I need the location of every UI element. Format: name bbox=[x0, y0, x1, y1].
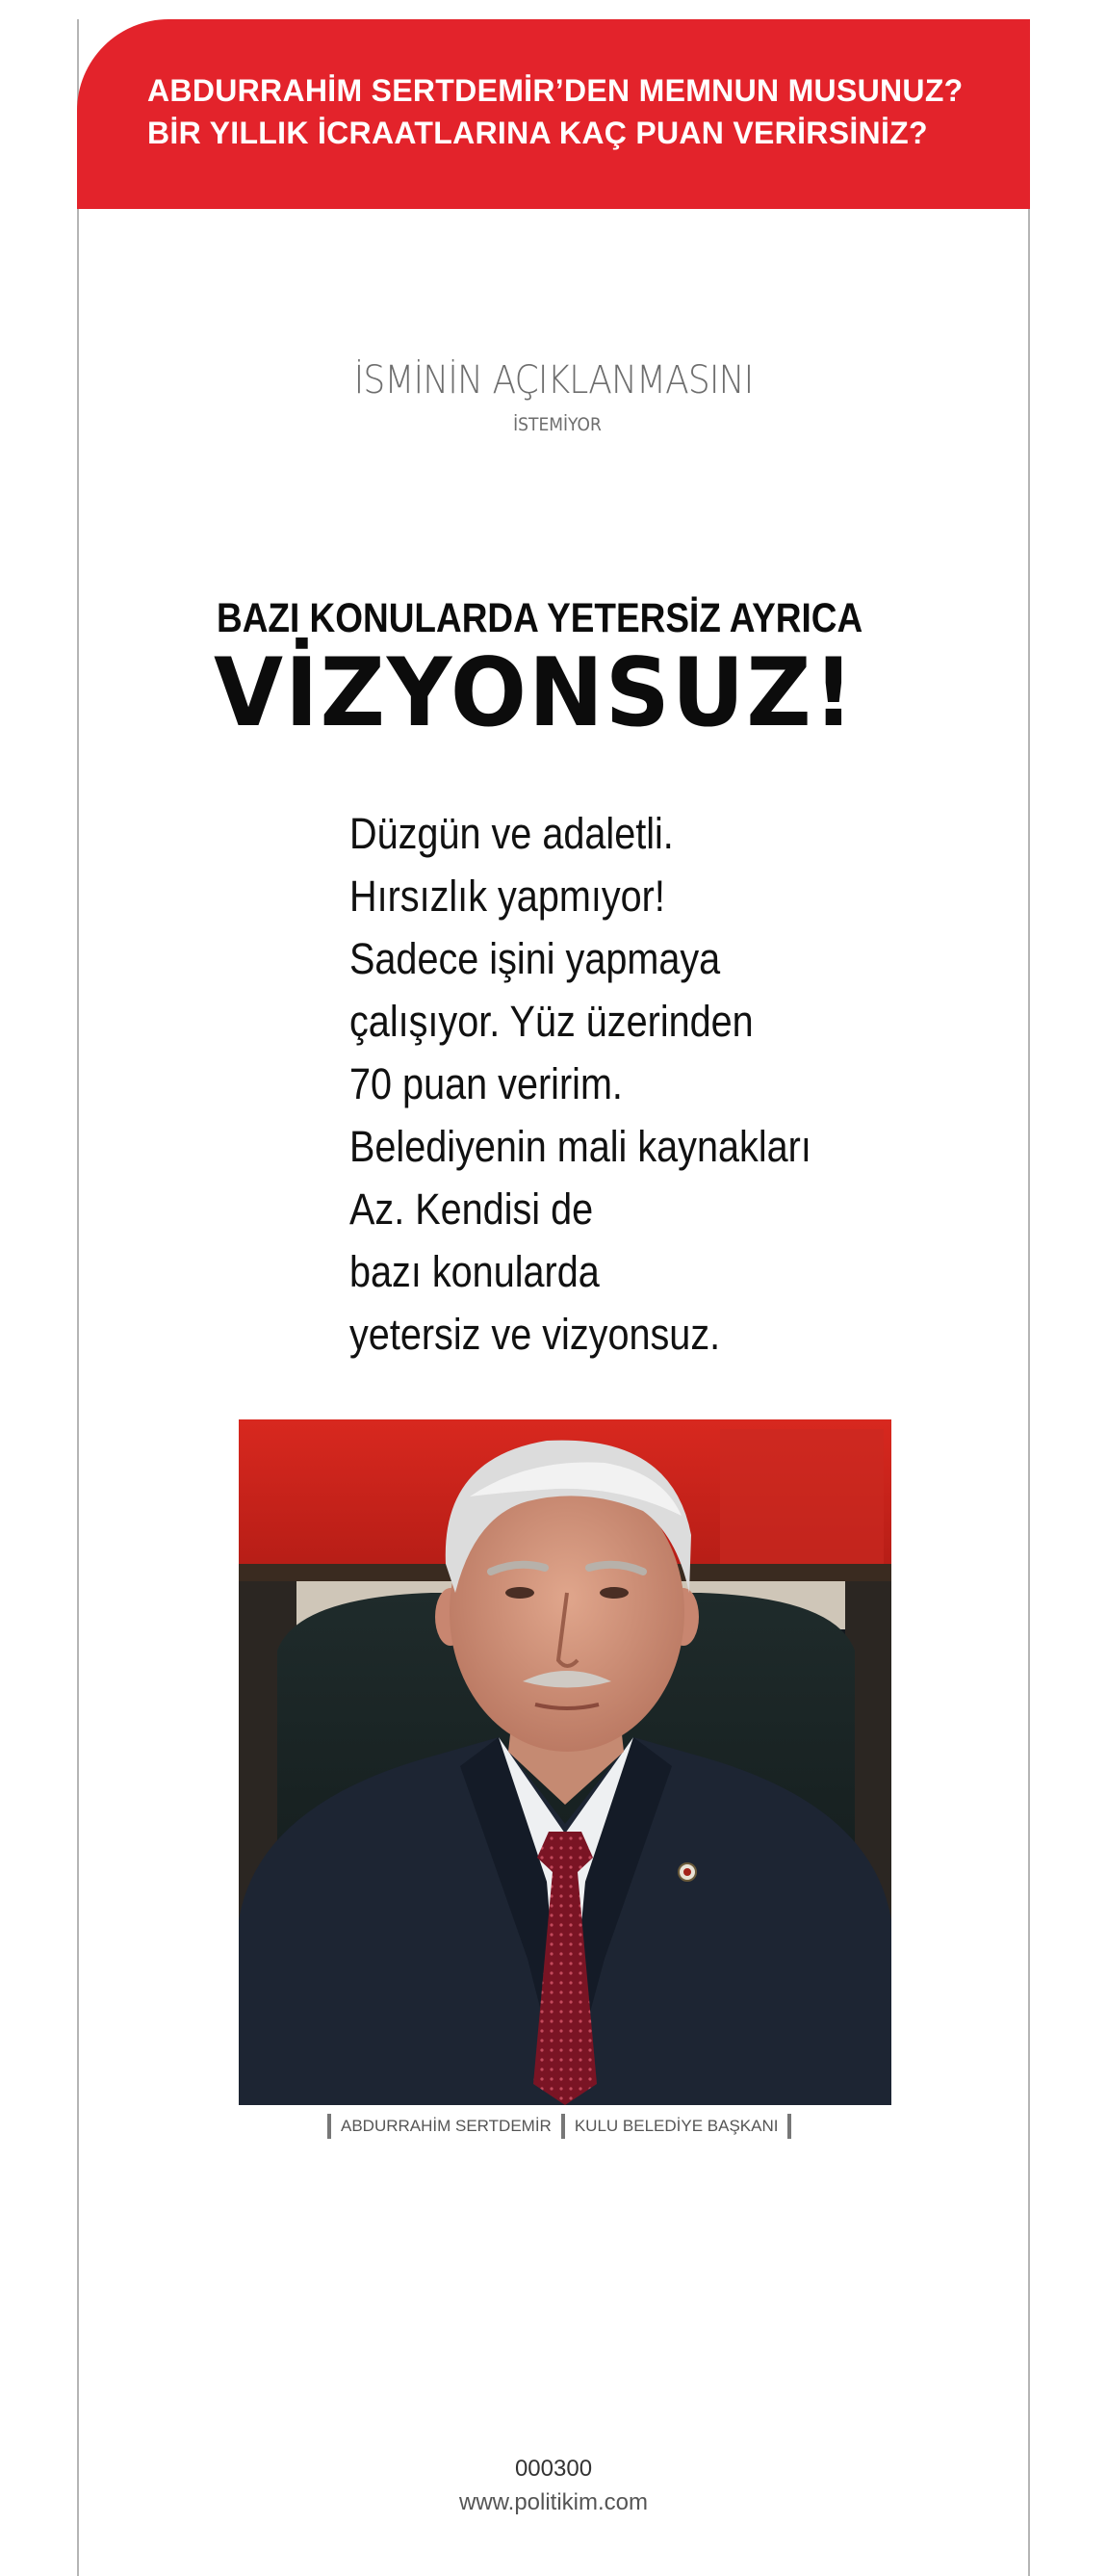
headline-small: BAZI KONULARDA YETERSİZ AYRICA bbox=[217, 595, 863, 641]
mayor-portrait-photo bbox=[239, 1419, 891, 2105]
quote-line: Düzgün ve adaletli. bbox=[349, 809, 674, 858]
question-banner bbox=[77, 19, 1030, 209]
caption-title: KULU BELEDİYE BAŞKANI bbox=[574, 2117, 779, 2135]
respondent-note: İSTEMİYOR bbox=[513, 414, 602, 435]
quote-line: Sadece işini yapmaya bbox=[349, 934, 721, 983]
quote-line: bazı konularda bbox=[349, 1247, 600, 1296]
footer-code: 000300 bbox=[514, 2456, 593, 2482]
banner-question-line-1: ABDURRAHİM SERTDEMİR’DEN MEMNUN MUSUNUZ? bbox=[147, 73, 964, 108]
caption-divider bbox=[787, 2114, 791, 2139]
footer-website-link[interactable]: www.politikim.com bbox=[458, 2489, 649, 2515]
headline-big: VİZYONSUZ! bbox=[214, 638, 856, 748]
respondent-name: İSMİNİN AÇIKLANMASINI bbox=[353, 358, 754, 403]
caption-name: ABDURRAHİM SERTDEMİR bbox=[341, 2117, 552, 2135]
quote-line: Hırsızlık yapmıyor! bbox=[349, 872, 665, 921]
quote-line: 70 puan veririm. bbox=[349, 1059, 623, 1108]
quote-line: Az. Kendisi de bbox=[349, 1184, 594, 1234]
quote-line: Belediyenin mali kaynakları bbox=[349, 1122, 811, 1171]
caption-divider bbox=[327, 2114, 331, 2139]
quote-line: çalışıyor. Yüz üzerinden bbox=[349, 997, 754, 1046]
quote-line: yetersiz ve vizyonsuz. bbox=[349, 1310, 721, 1359]
photo-caption bbox=[327, 2112, 791, 2141]
respondent-quote bbox=[349, 802, 824, 1366]
banner-question-line-2: BİR YILLIK İCRAATLARINA KAÇ PUAN VERİRSİNİZ? bbox=[147, 116, 928, 150]
caption-divider bbox=[561, 2114, 565, 2139]
